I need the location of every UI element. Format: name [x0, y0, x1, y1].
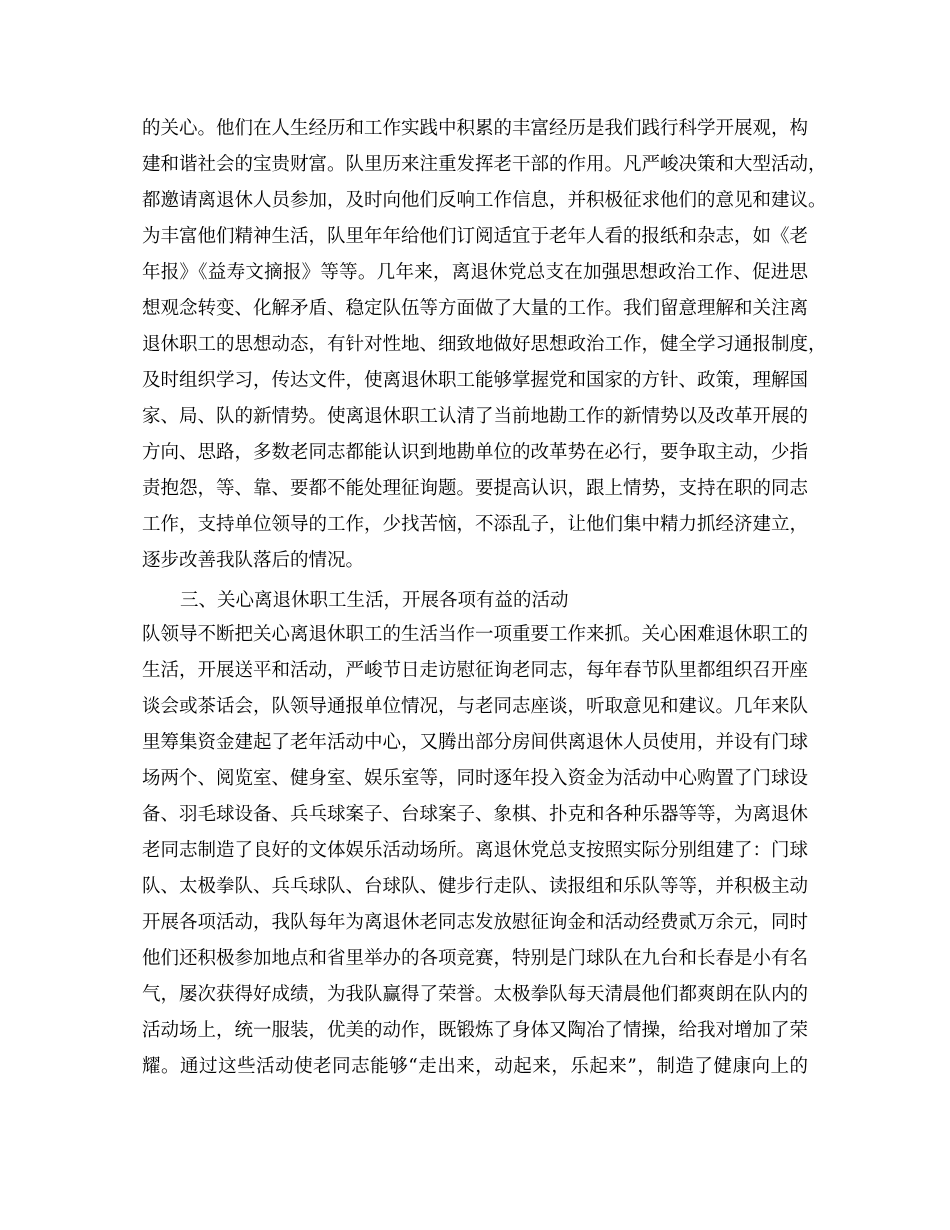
paragraph-line: 都邀请离退休人员参加，及时向他们反响工作信息，并积极征求他们的意见和建议。 — [142, 190, 827, 211]
paragraph-line: 逐步改善我队落后的情况。 — [142, 550, 365, 571]
paragraph-line: 气，屡次获得好成绩，为我队赢得了荣誉。太极拳队每天清晨他们都爽朗在队内的 — [142, 984, 809, 1005]
paragraph-line: 活动场上，统一服装，优美的动作，既锻炼了身体又陶冶了情操，给我对增加了荣 — [142, 1020, 809, 1041]
paragraph-line: 场两个、阅览室、健身室、娱乐室等，同时逐年投入资金为活动中心购置了门球设 — [142, 768, 809, 789]
paragraph-line: 退休职工的思想动态，有针对性地、细致地做好思想政治工作，健全学习通报制度， — [142, 334, 827, 355]
paragraph-line: 工作，支持单位领导的工作，少找苦恼，不添乱子，让他们集中精力抓经济建立， — [142, 514, 809, 535]
paragraph-line: 责抱怨，等、靠、要都不能处理征询题。要提高认识，跟上情势，支持在职的同志 — [142, 478, 809, 499]
paragraph-line: 方向、思路，多数老同志都能认识到地勘单位的改革势在必行，要争取主动，少指 — [142, 442, 809, 463]
paragraph-line: 老同志制造了良好的文体娱乐活动场所。离退休党总支按照实际分别组建了：门球 — [142, 840, 809, 861]
paragraph-line: 里筹集资金建起了老年活动中心，又腾出部分房间供离退休人员使用，并设有门球 — [142, 732, 809, 753]
paragraph-line: 队领导不断把关心离退休职工的生活当作一项重要工作来抓。关心困难退休职工的 — [142, 624, 809, 645]
section-heading: 三、关心离退休职工生活，开展各项有益的活动 — [180, 590, 569, 611]
paragraph-line: 年报》《益寿文摘报》等等。几年来，离退休党总支在加强思想政治工作、促进思 — [142, 262, 808, 283]
paragraph-line: 开展各项活动，我队每年为离退休老同志发放慰征询金和活动经费贰万余元，同时 — [142, 912, 809, 933]
paragraph-line: 的关心。他们在人生经历和工作实践中积累的丰富经历是我们践行科学开展观，构 — [142, 118, 809, 139]
paragraph-line: 谈会或茶话会，队领导通报单位情况，与老同志座谈，听取意见和建议。几年来队 — [142, 696, 809, 717]
paragraph-line: 他们还积极参加地点和省里举办的各项竞赛，特别是门球队在九台和长春是小有名 — [142, 948, 809, 969]
paragraph-line: 备、羽毛球设备、兵乓球案子、台球案子、象棋、扑克和各种乐器等等，为离退休 — [142, 804, 809, 825]
paragraph-line: 为丰富他们精神生活，队里年年给他们订阅适宜于老年人看的报纸和杂志，如《老 — [142, 226, 809, 247]
paragraph-line: 家、局、队的新情势。使离退休职工认清了当前地勘工作的新情势以及改革开展的 — [142, 406, 809, 427]
paragraph-line: 想观念转变、化解矛盾、稳定队伍等方面做了大量的工作。我们留意理解和关注离 — [142, 298, 809, 319]
paragraph-line: 生活，开展送平和活动，严峻节日走访慰征询老同志，每年春节队里都组织召开座 — [142, 660, 809, 681]
paragraph-line: 耀。通过这些活动使老同志能够“走出来，动起来，乐起来”，制造了健康向上的 — [142, 1056, 808, 1077]
paragraph-line: 建和谐社会的宝贵财富。队里历来注重发挥老干部的作用。凡严峻决策和大型活动， — [142, 154, 827, 175]
paragraph-line: 及时组织学习，传达文件，使离退休职工能够掌握党和国家的方针、政策，理解国 — [142, 370, 809, 391]
paragraph-line: 队、太极拳队、兵乓球队、台球队、健步行走队、读报组和乐队等等，并积极主动 — [142, 876, 809, 897]
